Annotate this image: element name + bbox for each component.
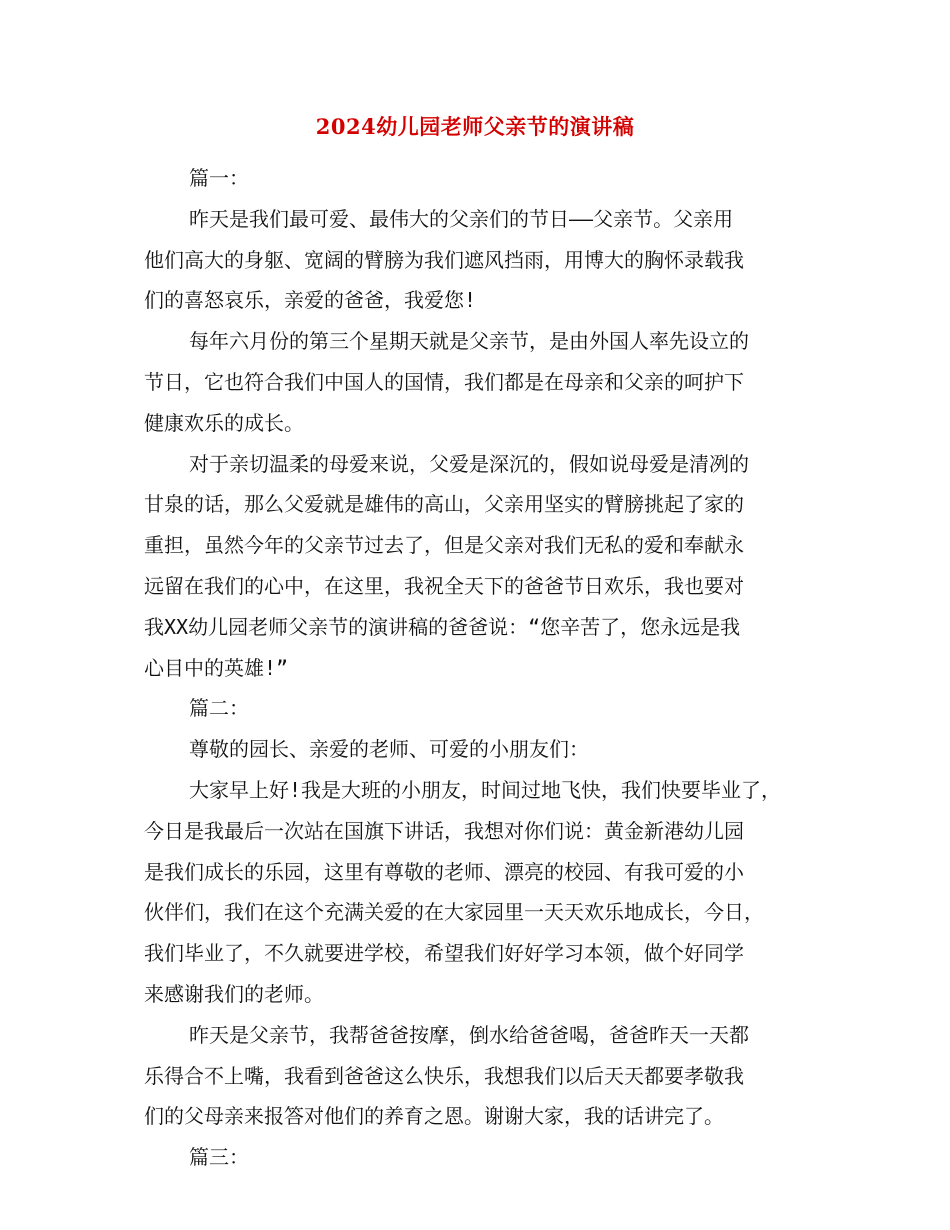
text-line: 尊敬的园长、亲爱的老师、可爱的小朋友们： [189, 737, 589, 762]
text-line: 对于亲切温柔的母爱来说，父爱是深沉的，假如说母爱是清冽的 [189, 451, 749, 476]
text-line: 重担，虽然今年的父亲节过去了，但是父亲对我们无私的爱和奉献永 [144, 533, 744, 558]
text-line: 昨天是父亲节，我帮爸爸按摩，倒水给爸爸喝，爸爸昨天一天都 [189, 1022, 749, 1047]
text-line: 篇一： [189, 166, 249, 190]
text-line: 我们毕业了，不久就要进学校，希望我们好好学习本领，做个好同学 [144, 941, 744, 966]
text-line: 我XX幼儿园老师父亲节的演讲稿的爸爸说：“您辛苦了，您永远是我 [144, 614, 741, 639]
text-line: 伙伴们，我们在这个充满关爱的在大家园里一天天欢乐地成长，今日， [144, 900, 764, 925]
document-body [144, 158, 824, 1178]
text-line: 心目中的英雄!” [144, 655, 289, 680]
text-line: 篇三： [189, 1145, 249, 1170]
text-line: 他们高大的身躯、宽阔的臂膀为我们遮风挡雨，用博大的胸怀录载我 [144, 247, 744, 272]
text-line: 篇二： [189, 696, 249, 721]
text-line: 是我们成长的乐园，这里有尊敬的老师、漂亮的校园、有我可爱的小 [144, 859, 744, 884]
text-line: 今日是我最后一次站在国旗下讲话，我想对你们说：黄金新港幼儿园 [144, 818, 744, 843]
text-line: 大家早上好!我是大班的小朋友，时间过地飞快，我们快要毕业了， [189, 777, 782, 802]
text-line: 乐得合不上嘴，我看到爸爸这么快乐，我想我们以后天天都要孝敬我 [144, 1063, 744, 1088]
document-title: 2024幼儿园老师父亲节的演讲稿 [315, 114, 635, 139]
text-line: 每年六月份的第三个星期天就是父亲节，是由外国人率先设立的 [189, 329, 749, 354]
text-line: 远留在我们的心中，在这里，我祝全天下的爸爸节日欢乐，我也要对 [144, 573, 744, 598]
text-line: 健康欢乐的成长。 [144, 410, 304, 435]
text-line: 甘泉的话，那么父爱就是雄伟的高山，父亲用坚实的臂膀挑起了家的 [144, 492, 744, 517]
text-line: 们的父母亲来报答对他们的养育之恩。谢谢大家，我的话讲完了。 [144, 1104, 724, 1129]
text-line: 昨天是我们最可爱、最伟大的父亲们的节日——父亲节。父亲用 [189, 206, 734, 231]
text-line: 节日，它也符合我们中国人的国情，我们都是在母亲和父亲的呵护下 [144, 369, 744, 394]
text-line: 们的喜怒哀乐，亲爱的爸爸，我爱您! [144, 288, 477, 313]
text-line: 来感谢我们的老师。 [144, 981, 324, 1006]
